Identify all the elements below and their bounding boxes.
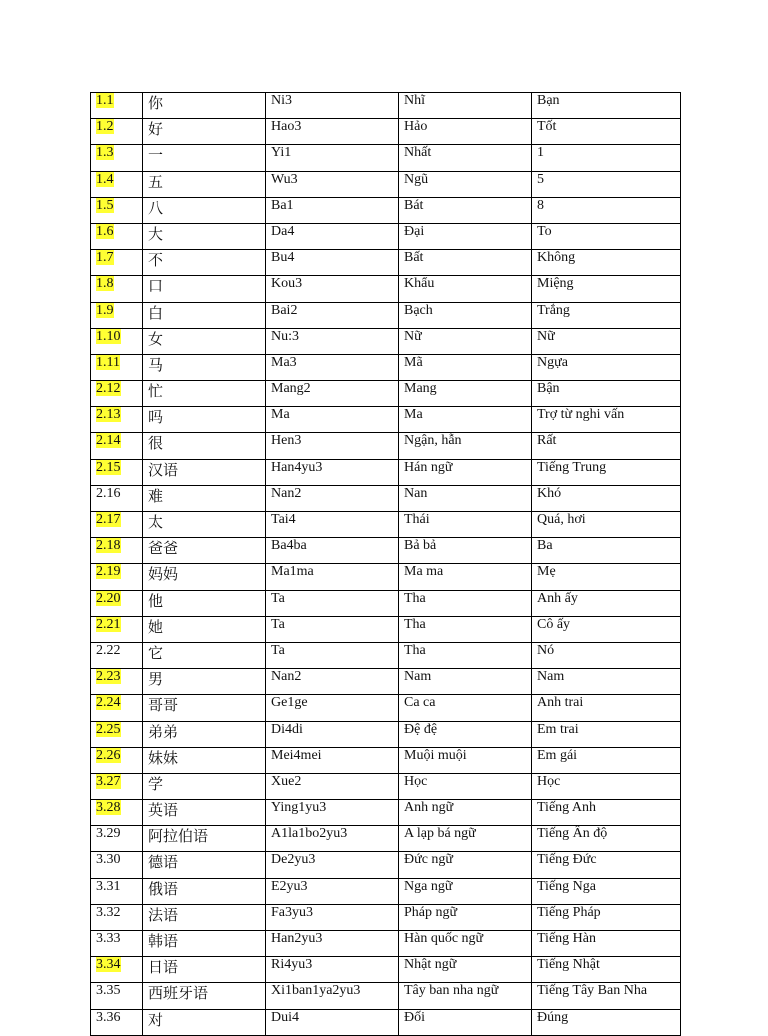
pinyin-cell: Tai4: [266, 512, 399, 538]
hanzi-cell: 阿拉伯语: [143, 826, 266, 852]
han-viet-cell: Muội muội: [399, 747, 532, 773]
hanzi-cell: 爸爸: [143, 538, 266, 564]
hanzi-cell: 妹妹: [143, 747, 266, 773]
pinyin-cell: Ni3: [266, 93, 399, 119]
lesson-number: 3.30: [96, 852, 121, 868]
pinyin-cell: Han4yu3: [266, 459, 399, 485]
table-row: [91, 381, 681, 407]
meaning-cell: Nó: [532, 642, 681, 668]
lesson-number: 3.27: [96, 773, 121, 789]
meaning-cell: Bận: [532, 381, 681, 407]
table-row: [91, 826, 681, 852]
han-viet-cell: Nhĩ: [399, 93, 532, 119]
hanzi-cell: 口: [143, 276, 266, 302]
table-row: [91, 145, 681, 171]
han-viet-cell: Đối: [399, 1009, 532, 1035]
lesson-number: 1.1: [96, 93, 114, 108]
lesson-number: 2.25: [96, 721, 121, 737]
lesson-number: 2.24: [96, 695, 121, 711]
han-viet-cell: Hàn quốc ngữ: [399, 931, 532, 957]
meaning-cell: Khó: [532, 485, 681, 511]
lesson-number: 2.20: [96, 590, 121, 606]
pinyin-cell: Nan2: [266, 669, 399, 695]
hanzi-cell: 吗: [143, 407, 266, 433]
pinyin-cell: Wu3: [266, 171, 399, 197]
hanzi-cell: 哥哥: [143, 695, 266, 721]
lesson-number-cell: [91, 485, 143, 511]
hanzi-cell: 五: [143, 171, 266, 197]
pinyin-cell: Di4di: [266, 721, 399, 747]
meaning-cell: Tiếng Pháp: [532, 904, 681, 930]
hanzi-cell: 一: [143, 145, 266, 171]
lesson-number: 1.4: [96, 171, 114, 187]
pinyin-cell: Bu4: [266, 250, 399, 276]
lesson-number-cell: [91, 931, 143, 957]
meaning-cell: 5: [532, 171, 681, 197]
meaning-cell: Em gái: [532, 747, 681, 773]
lesson-number-cell: [91, 119, 143, 145]
table-row: [91, 302, 681, 328]
lesson-number-cell: [91, 302, 143, 328]
table-row: [91, 773, 681, 799]
hanzi-cell: 韩语: [143, 931, 266, 957]
han-viet-cell: Anh ngữ: [399, 800, 532, 826]
hanzi-cell: 八: [143, 197, 266, 223]
lesson-number: 2.19: [96, 564, 121, 580]
table-row: [91, 276, 681, 302]
han-viet-cell: Nhật ngữ: [399, 957, 532, 983]
hanzi-cell: 不: [143, 250, 266, 276]
hanzi-cell: 你: [143, 93, 266, 119]
han-viet-cell: Học: [399, 773, 532, 799]
han-viet-cell: Tha: [399, 616, 532, 642]
table-row: [91, 747, 681, 773]
table-row: [91, 250, 681, 276]
table-row: [91, 433, 681, 459]
lesson-number: 1.8: [96, 276, 114, 292]
pinyin-cell: Ri4yu3: [266, 957, 399, 983]
lesson-number-cell: [91, 250, 143, 276]
pinyin-cell: Han2yu3: [266, 931, 399, 957]
pinyin-cell: Fa3yu3: [266, 904, 399, 930]
lesson-number: 2.17: [96, 512, 121, 527]
meaning-cell: Mẹ: [532, 564, 681, 590]
lesson-number-cell: [91, 957, 143, 983]
lesson-number: 1.11: [96, 354, 120, 370]
lesson-number-cell: [91, 669, 143, 695]
vocabulary-table-body: [91, 93, 681, 1036]
hanzi-cell: 男: [143, 669, 266, 695]
table-row: [91, 878, 681, 904]
lesson-number-cell: [91, 826, 143, 852]
han-viet-cell: Pháp ngữ: [399, 904, 532, 930]
meaning-cell: Quá, hơi: [532, 512, 681, 538]
lesson-number: 3.33: [96, 931, 121, 946]
pinyin-cell: A1la1bo2yu3: [266, 826, 399, 852]
han-viet-cell: Đại: [399, 223, 532, 249]
han-viet-cell: Bạch: [399, 302, 532, 328]
han-viet-cell: Tây ban nha ngữ: [399, 983, 532, 1009]
meaning-cell: 8: [532, 197, 681, 223]
hanzi-cell: 忙: [143, 381, 266, 407]
lesson-number-cell: [91, 93, 143, 119]
hanzi-cell: 俄语: [143, 878, 266, 904]
pinyin-cell: Ta: [266, 616, 399, 642]
lesson-number-cell: [91, 512, 143, 538]
lesson-number: 2.18: [96, 538, 121, 554]
pinyin-cell: Ge1ge: [266, 695, 399, 721]
lesson-number-cell: [91, 642, 143, 668]
pinyin-cell: Da4: [266, 223, 399, 249]
lesson-number: 2.23: [96, 669, 121, 685]
han-viet-cell: Nan: [399, 485, 532, 511]
meaning-cell: Rất: [532, 433, 681, 459]
lesson-number-cell: [91, 852, 143, 878]
meaning-cell: Tiếng Tây Ban Nha: [532, 983, 681, 1009]
lesson-number: 3.36: [96, 1009, 121, 1025]
meaning-cell: 1: [532, 145, 681, 171]
table-row: [91, 983, 681, 1009]
lesson-number-cell: [91, 223, 143, 249]
table-row: [91, 695, 681, 721]
lesson-number-cell: [91, 276, 143, 302]
lesson-number-cell: [91, 983, 143, 1009]
meaning-cell: Tiếng Đức: [532, 852, 681, 878]
pinyin-cell: Xue2: [266, 773, 399, 799]
han-viet-cell: Ngũ: [399, 171, 532, 197]
lesson-number-cell: [91, 354, 143, 380]
pinyin-cell: Ma: [266, 407, 399, 433]
hanzi-cell: 弟弟: [143, 721, 266, 747]
hanzi-cell: 学: [143, 773, 266, 799]
han-viet-cell: Nhất: [399, 145, 532, 171]
meaning-cell: Học: [532, 773, 681, 799]
lesson-number: 1.3: [96, 145, 114, 161]
hanzi-cell: 汉语: [143, 459, 266, 485]
lesson-number: 1.5: [96, 197, 114, 213]
hanzi-cell: 德语: [143, 852, 266, 878]
meaning-cell: Tốt: [532, 119, 681, 145]
meaning-cell: Anh ấy: [532, 590, 681, 616]
pinyin-cell: Xi1ban1ya2yu3: [266, 983, 399, 1009]
lesson-number-cell: [91, 407, 143, 433]
hanzi-cell: 他: [143, 590, 266, 616]
lesson-number: 1.6: [96, 223, 114, 239]
hanzi-cell: 她: [143, 616, 266, 642]
table-row: [91, 590, 681, 616]
lesson-number: 2.14: [96, 433, 121, 449]
lesson-number: 3.31: [96, 878, 121, 894]
table-row: [91, 197, 681, 223]
table-row: [91, 407, 681, 433]
pinyin-cell: Mei4mei: [266, 747, 399, 773]
lesson-number: 1.9: [96, 302, 114, 318]
pinyin-cell: Ta: [266, 590, 399, 616]
lesson-number-cell: [91, 433, 143, 459]
hanzi-cell: 太: [143, 512, 266, 538]
lesson-number-cell: [91, 459, 143, 485]
pinyin-cell: Yi1: [266, 145, 399, 171]
lesson-number-cell: [91, 1009, 143, 1035]
lesson-number-cell: [91, 171, 143, 197]
hanzi-cell: 女: [143, 328, 266, 354]
hanzi-cell: 好: [143, 119, 266, 145]
meaning-cell: Tiếng Trung: [532, 459, 681, 485]
lesson-number: 1.10: [96, 328, 121, 344]
table-row: [91, 931, 681, 957]
meaning-cell: Miệng: [532, 276, 681, 302]
hanzi-cell: 难: [143, 485, 266, 511]
pinyin-cell: Ma1ma: [266, 564, 399, 590]
lesson-number-cell: [91, 904, 143, 930]
meaning-cell: Ba: [532, 538, 681, 564]
han-viet-cell: Nga ngữ: [399, 878, 532, 904]
han-viet-cell: Đệ đệ: [399, 721, 532, 747]
lesson-number: 1.2: [96, 119, 114, 135]
pinyin-cell: Ying1yu3: [266, 800, 399, 826]
lesson-number-cell: [91, 747, 143, 773]
table-row: [91, 485, 681, 511]
han-viet-cell: Ca ca: [399, 695, 532, 721]
lesson-number: 2.12: [96, 381, 121, 397]
han-viet-cell: Thái: [399, 512, 532, 538]
table-row: [91, 957, 681, 983]
pinyin-cell: Dui4: [266, 1009, 399, 1035]
lesson-number: 3.28: [96, 800, 121, 816]
han-viet-cell: Khẩu: [399, 276, 532, 302]
lesson-number: 1.7: [96, 250, 114, 266]
lesson-number-cell: [91, 381, 143, 407]
pinyin-cell: Ba4ba: [266, 538, 399, 564]
table-row: [91, 669, 681, 695]
table-row: [91, 119, 681, 145]
pinyin-cell: Nu:3: [266, 328, 399, 354]
meaning-cell: Tiếng Nhật: [532, 957, 681, 983]
pinyin-cell: Ba1: [266, 197, 399, 223]
table-row: [91, 904, 681, 930]
lesson-number: 2.16: [96, 485, 121, 501]
lesson-number: 2.13: [96, 407, 121, 423]
han-viet-cell: Ma: [399, 407, 532, 433]
hanzi-cell: 白: [143, 302, 266, 328]
vocabulary-table: [90, 92, 681, 1036]
meaning-cell: Anh trai: [532, 695, 681, 721]
meaning-cell: Ngựa: [532, 354, 681, 380]
meaning-cell: Tiếng Hàn: [532, 931, 681, 957]
pinyin-cell: Ma3: [266, 354, 399, 380]
han-viet-cell: Đức ngữ: [399, 852, 532, 878]
meaning-cell: Trắng: [532, 302, 681, 328]
meaning-cell: Đúng: [532, 1009, 681, 1035]
lesson-number-cell: [91, 538, 143, 564]
lesson-number: 3.35: [96, 983, 121, 999]
lesson-number: 2.21: [96, 616, 121, 632]
han-viet-cell: A lạp bá ngữ: [399, 826, 532, 852]
lesson-number-cell: [91, 773, 143, 799]
lesson-number-cell: [91, 197, 143, 223]
hanzi-cell: 它: [143, 642, 266, 668]
pinyin-cell: Hen3: [266, 433, 399, 459]
hanzi-cell: 大: [143, 223, 266, 249]
han-viet-cell: Nam: [399, 669, 532, 695]
han-viet-cell: Tha: [399, 590, 532, 616]
lesson-number-cell: [91, 145, 143, 171]
lesson-number: 3.34: [96, 957, 121, 973]
pinyin-cell: De2yu3: [266, 852, 399, 878]
lesson-number: 2.26: [96, 747, 121, 763]
pinyin-cell: Nan2: [266, 485, 399, 511]
pinyin-cell: Ta: [266, 642, 399, 668]
hanzi-cell: 日语: [143, 957, 266, 983]
lesson-number: 3.32: [96, 904, 121, 920]
pinyin-cell: Hao3: [266, 119, 399, 145]
table-row: [91, 616, 681, 642]
han-viet-cell: Hán ngữ: [399, 459, 532, 485]
han-viet-cell: Mã: [399, 354, 532, 380]
table-row: [91, 223, 681, 249]
han-viet-cell: Bả bả: [399, 538, 532, 564]
meaning-cell: Không: [532, 250, 681, 276]
pinyin-cell: Bai2: [266, 302, 399, 328]
han-viet-cell: Mang: [399, 381, 532, 407]
meaning-cell: Trợ từ nghi vấn: [532, 407, 681, 433]
lesson-number-cell: [91, 590, 143, 616]
han-viet-cell: Ngận, hẫn: [399, 433, 532, 459]
meaning-cell: Cô ấy: [532, 616, 681, 642]
meaning-cell: Em trai: [532, 721, 681, 747]
han-viet-cell: Bát: [399, 197, 532, 223]
han-viet-cell: Ma ma: [399, 564, 532, 590]
table-row: [91, 564, 681, 590]
hanzi-cell: 马: [143, 354, 266, 380]
table-row: [91, 459, 681, 485]
lesson-number: 2.15: [96, 459, 121, 475]
table-row: [91, 642, 681, 668]
meaning-cell: Tiếng Anh: [532, 800, 681, 826]
lesson-number-cell: [91, 721, 143, 747]
hanzi-cell: 英语: [143, 800, 266, 826]
meaning-cell: To: [532, 223, 681, 249]
han-viet-cell: Tha: [399, 642, 532, 668]
table-row: [91, 852, 681, 878]
han-viet-cell: Nữ: [399, 328, 532, 354]
hanzi-cell: 西班牙语: [143, 983, 266, 1009]
pinyin-cell: E2yu3: [266, 878, 399, 904]
lesson-number: 2.22: [96, 642, 121, 658]
han-viet-cell: Bất: [399, 250, 532, 276]
lesson-number: 3.29: [96, 826, 121, 842]
table-row: [91, 354, 681, 380]
table-row: [91, 538, 681, 564]
meaning-cell: Bạn: [532, 93, 681, 119]
table-row: [91, 1009, 681, 1035]
meaning-cell: Tiếng Nga: [532, 878, 681, 904]
table-row: [91, 93, 681, 119]
lesson-number-cell: [91, 878, 143, 904]
hanzi-cell: 妈妈: [143, 564, 266, 590]
meaning-cell: Nữ: [532, 328, 681, 354]
lesson-number-cell: [91, 564, 143, 590]
hanzi-cell: 法语: [143, 904, 266, 930]
table-row: [91, 171, 681, 197]
lesson-number-cell: [91, 616, 143, 642]
lesson-number-cell: [91, 695, 143, 721]
table-row: [91, 721, 681, 747]
hanzi-cell: 很: [143, 433, 266, 459]
han-viet-cell: Hảo: [399, 119, 532, 145]
table-row: [91, 512, 681, 538]
hanzi-cell: 对: [143, 1009, 266, 1035]
table-row: [91, 800, 681, 826]
lesson-number-cell: [91, 800, 143, 826]
meaning-cell: Nam: [532, 669, 681, 695]
table-row: [91, 328, 681, 354]
pinyin-cell: Kou3: [266, 276, 399, 302]
pinyin-cell: Mang2: [266, 381, 399, 407]
meaning-cell: Tiếng Ấn độ: [532, 826, 681, 852]
lesson-number-cell: [91, 328, 143, 354]
